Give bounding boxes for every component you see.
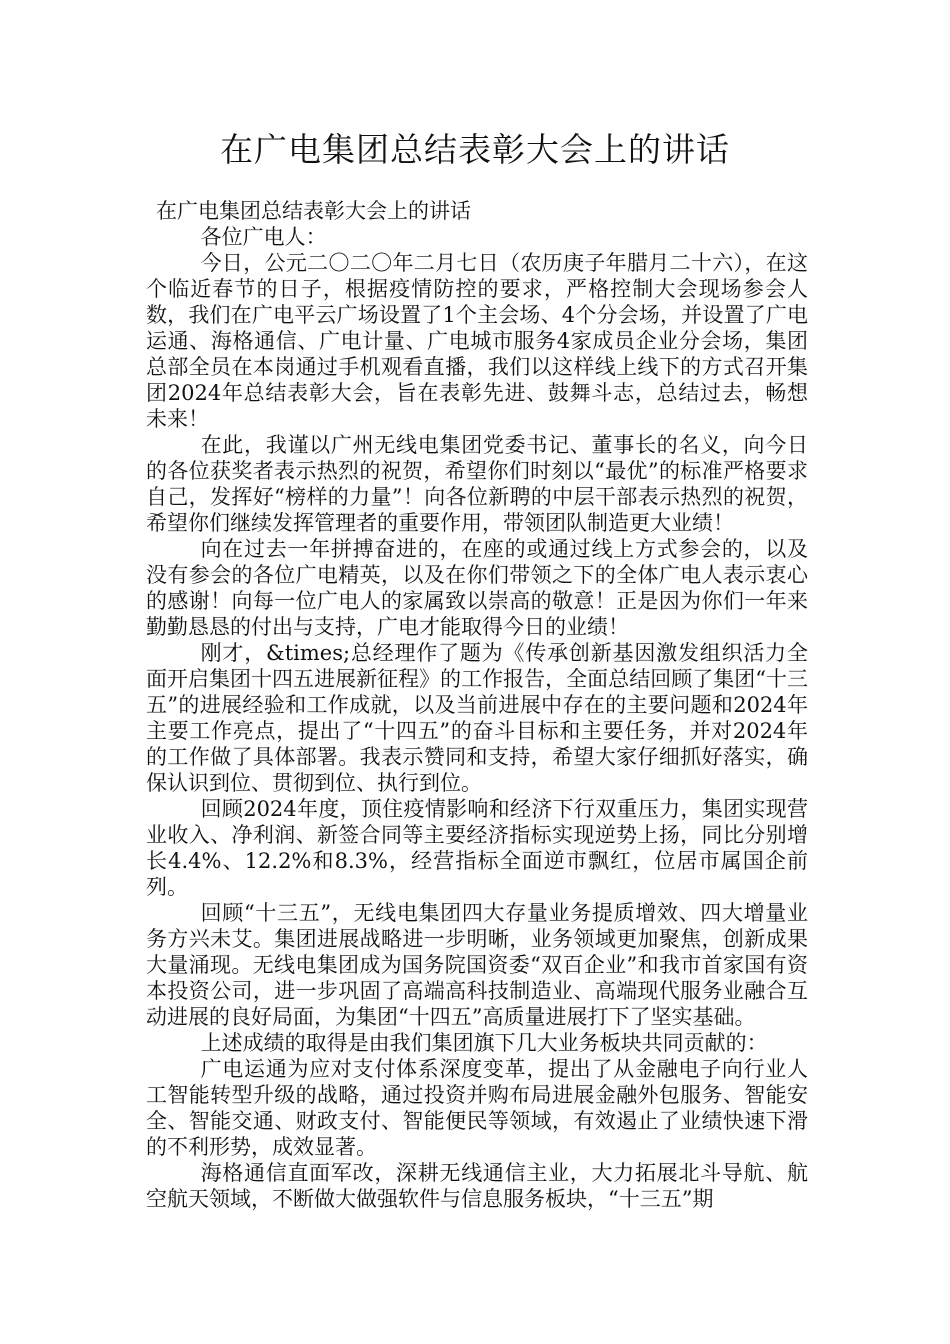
paragraph: 向在过去一年拼搏奋进的，在座的或通过线上方式参会的，以及没有参会的各位广电精英，以及在你们带领之下的全体广电人表示衷心的感谢！向每一位广电人的家属致以崇高的敬意！正是因为你们一年来勤勤恳恳的付出与支持，广电才能取得今日的业绩！ bbox=[146, 537, 808, 639]
paragraph: 刚才，&times;总经理作了题为《传承创新基因激发组织活力全面开启集团十四五进展新征程》的工作报告，全面总结回顾了集团“十三五”的进展经验和工作成就，以及当前进展中存在的主要问题和2024年主要工作亮点，提出了“十四五”的奋斗目标和主要任务，并对2024年的工作做了具体部署。我表示赞同和支持，希望大家仔细抓好落实，确保认识到位、贯彻到位、执行到位。 bbox=[146, 641, 808, 795]
salutation: 各位广电人： bbox=[200, 225, 327, 249]
document-body bbox=[146, 198, 808, 1212]
document-subtitle: 在广电集团总结表彰大会上的讲话 bbox=[156, 199, 471, 223]
paragraph: 今日，公元二〇二〇年二月七日（农历庚子年腊月二十六），在这个临近春节的日子，根据疫情防控的要求，严格控制大会现场参会人数，我们在广电平云广场设置了1个主会场、4个分会场，并设置了广电运通、海格通信、广电计量、广电城市服务4家成员企业分会场，集团总部全员在本岗通过手机观看直播，我们以这样线上线下的方式召开集团2024年总结表彰大会，旨在表彰先进、鼓舞斗志，总结过去，畅想未来！ bbox=[146, 251, 808, 431]
paragraph: 海格通信直面军改，深耕无线通信主业，大力拓展北斗导航、航空航天领域，不断做大做强软件与信息服务板块，“十三五”期 bbox=[146, 1161, 808, 1211]
paragraph: 上述成绩的取得是由我们集团旗下几大业务板块共同贡献的： bbox=[200, 1031, 768, 1055]
document-title: 在广电集团总结表彰大会上的讲话 bbox=[220, 130, 730, 169]
paragraph: 在此，我谨以广州无线电集团党委书记、董事长的名义，向今日的各位获奖者表示热烈的祝贺，希望你们时刻以“最优”的标准严格要求自己，发挥好“榜样的力量”！向各位新聘的中层干部表示热烈的祝贺，希望你们继续发挥管理者的重要作用，带领团队制造更大业绩！ bbox=[146, 433, 808, 535]
paragraph: 广电运通为应对支付体系深度变革，提出了从金融电子向行业人工智能转型升级的战略，通过投资并购布局进展金融外包服务、智能安全、智能交通、财政支付、智能便民等领域，有效遏止了业绩快速下滑的不利形势，成效显著。 bbox=[146, 1057, 808, 1159]
paragraph: 回顾2024年度，顶住疫情影响和经济下行双重压力，集团实现营业收入、净利润、新签合同等主要经济指标实现逆势上扬，同比分别增长4.4%、12.2%和8.3%，经营指标全面逆市飘红，位居市属国企前列。 bbox=[146, 797, 808, 899]
paragraph: 回顾“十三五”，无线电集团四大存量业务提质增效、四大增量业务方兴未艾。集团进展战略进一步明晰，业务领域更加聚焦，创新成果大量涌现。无线电集团成为国务院国资委“双百企业”和我市首家国有资本投资公司，进一步巩固了高端高科技制造业、高端现代服务业融合互动进展的良好局面，为集团“十四五”高质量进展打下了坚实基础。 bbox=[146, 901, 808, 1029]
